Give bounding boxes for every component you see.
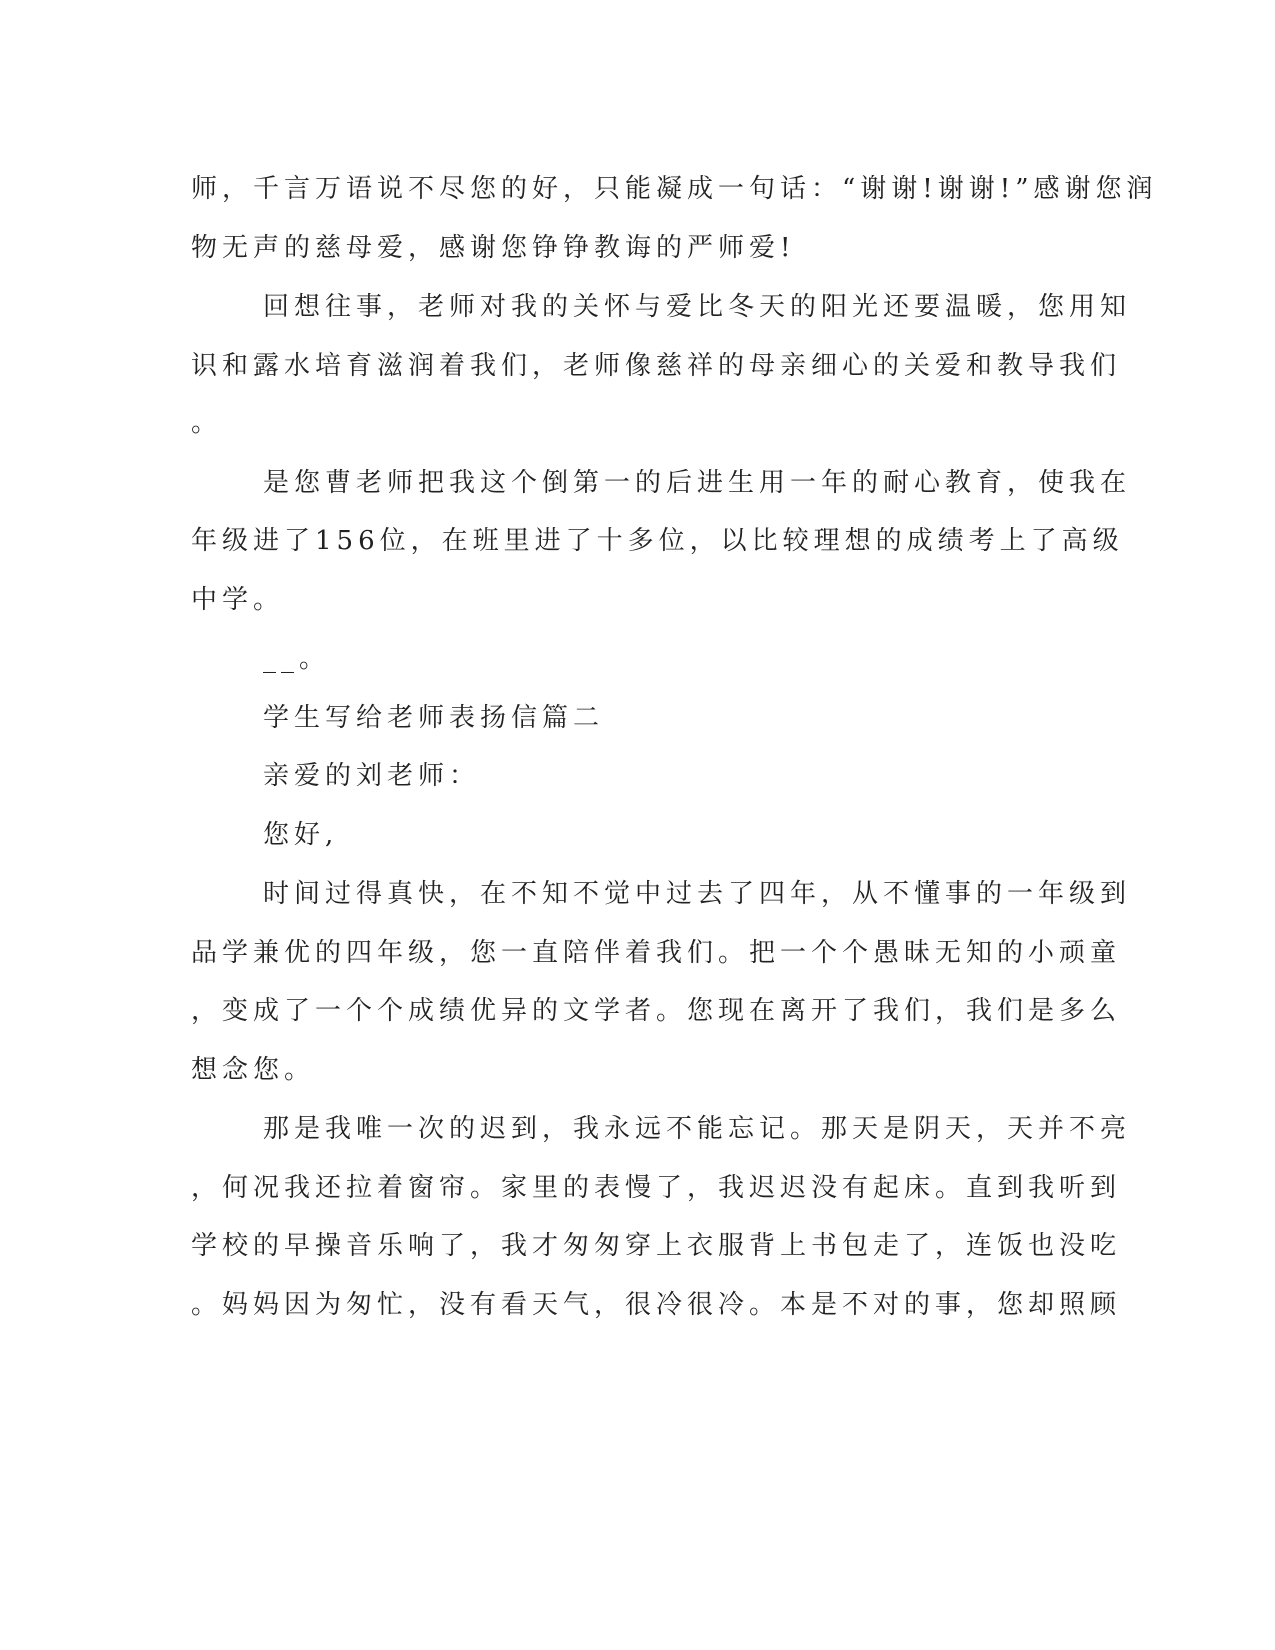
text-line: 年级进了156位，在班里进了十多位，以比较理想的成绩考上了高级 [191, 526, 1124, 556]
blank-line: __。 [263, 644, 331, 674]
salutation: 亲爱的刘老师： [263, 761, 481, 791]
text-line: ，何况我还拉着窗帘。家里的表慢了，我迟迟没有起床。直到我听到 [191, 1173, 1122, 1203]
text-line: 。 [191, 408, 223, 438]
greeting: 您好, [263, 820, 339, 850]
text-line: 品学兼优的四年级，您一直陪伴着我们。把一个个愚昧无知的小顽童 [191, 938, 1122, 968]
text-line: 中学。 [191, 585, 285, 615]
paragraph-start-line: 时间过得真快，在不知不觉中过去了四年，从不懂事的一年级到 [263, 879, 1132, 909]
text-line: 。妈妈因为匆忙，没有看天气，很冷很冷。本是不对的事，您却照顾 [191, 1290, 1122, 1320]
text-line: 识和露水培育滋润着我们，老师像慈祥的母亲细心的关爱和教导我们 [191, 351, 1122, 381]
paragraph-start-line: 那是我唯一次的迟到，我永远不能忘记。那天是阴天，天并不亮 [263, 1114, 1132, 1144]
text-line: 师，千言万语说不尽您的好，只能凝成一句话：“谢谢!谢谢!”感谢您润 [191, 174, 1158, 204]
text-line: 物无声的慈母爱，感谢您铮铮教诲的严师爱! [191, 233, 796, 263]
text-line: 想念您。 [191, 1055, 316, 1085]
paragraph-start-line: 回想往事，老师对我的关怀与爱比冬天的阳光还要温暖，您用知 [263, 292, 1132, 322]
paragraph-start-line: 是您曹老师把我这个倒第一的后进生用一年的耐心教育，使我在 [263, 468, 1132, 498]
section-heading: 学生写给老师表扬信篇二 [263, 703, 605, 733]
text-line: ，变成了一个个成绩优异的文学者。您现在离开了我们，我们是多么 [191, 996, 1122, 1026]
text-line: 学校的早操音乐响了，我才匆匆穿上衣服背上书包走了，连饭也没吃 [191, 1231, 1122, 1261]
